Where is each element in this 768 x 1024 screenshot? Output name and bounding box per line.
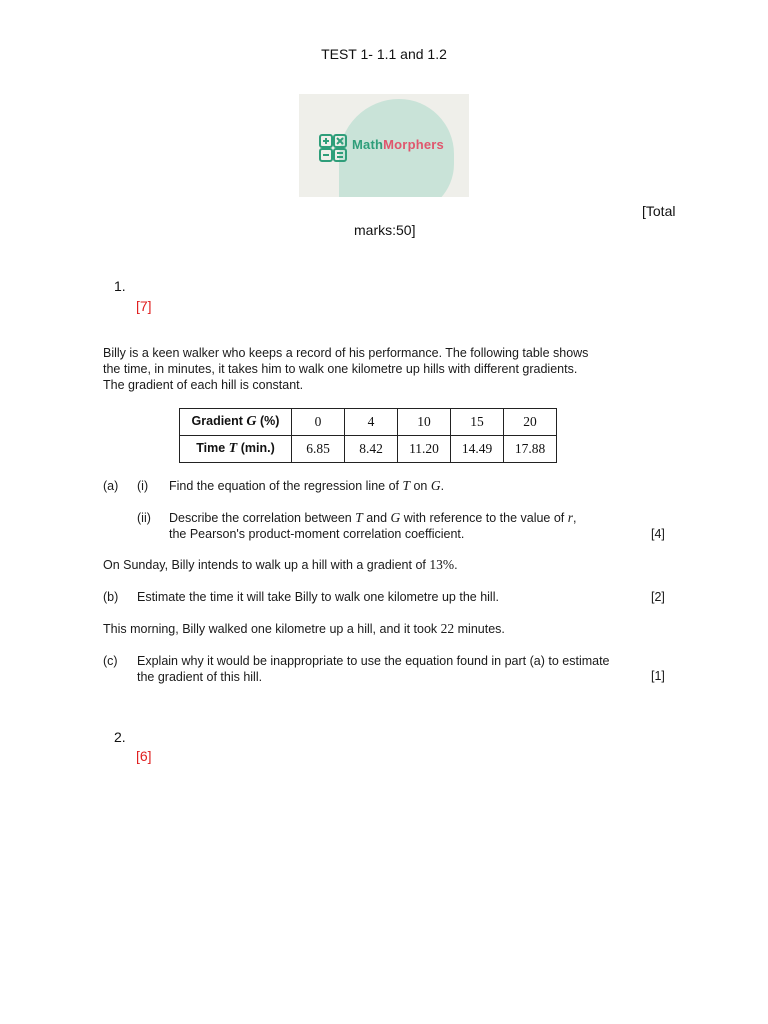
question-2-number: 2. bbox=[114, 729, 126, 745]
page-title: TEST 1- 1.1 and 1.2 bbox=[321, 46, 447, 62]
part-c-marks: [1] bbox=[651, 669, 665, 683]
question-1-intro bbox=[103, 345, 663, 393]
table-cell: 17.88 bbox=[504, 436, 557, 463]
table-cell: 0 bbox=[292, 409, 345, 436]
part-a-ii-text: Describe the correlation between T and G with reference to the value of r, bbox=[169, 510, 577, 525]
part-b-text: Estimate the time it will take Billy to walk one kilometre up the hill. bbox=[137, 590, 499, 604]
part-a-label: (a) bbox=[103, 479, 119, 493]
part-a-i-text: Find the equation of the regression line of T on G. bbox=[169, 478, 445, 493]
table-cell: 4 bbox=[345, 409, 398, 436]
table-cell: 8.42 bbox=[345, 436, 398, 463]
intro-line-3: The gradient of each hill is constant. bbox=[103, 378, 304, 392]
sunday-statement: On Sunday, Billy intends to walk up a hill with a gradient of 13%. bbox=[103, 557, 458, 572]
question-2-marks: [6] bbox=[136, 748, 152, 764]
part-c-text-line2: the gradient of this hill. bbox=[137, 670, 263, 684]
table-cell: 20 bbox=[504, 409, 557, 436]
part-b-label: (b) bbox=[103, 590, 119, 604]
total-marks-line2: marks:50] bbox=[354, 222, 416, 238]
table-header-time: Time T (min.) bbox=[180, 436, 292, 463]
table-header-gradient: Gradient G (%) bbox=[180, 409, 292, 436]
intro-line-1: Billy is a keen walker who keeps a record of his performance. The following table shows bbox=[103, 346, 589, 360]
logo-wordmark: MathMorphers bbox=[352, 137, 444, 152]
total-marks-line1: [Total bbox=[642, 203, 676, 219]
morning-statement: This morning, Billy walked one kilometre up a hill, and it took 22 minutes. bbox=[103, 621, 505, 636]
intro-line-2: the time, in minutes, it takes him to walk one kilometre up hills with different gradients. bbox=[103, 362, 578, 376]
part-a-ii-text-line2: the Pearson's product-moment correlation coefficient. bbox=[169, 527, 465, 541]
table-row-time bbox=[180, 436, 557, 463]
table-cell: 14.49 bbox=[451, 436, 504, 463]
table-cell: 15 bbox=[451, 409, 504, 436]
table-cell: 11.20 bbox=[398, 436, 451, 463]
table-row-gradient bbox=[180, 409, 557, 436]
part-b-marks: [2] bbox=[651, 590, 665, 604]
part-a-i-label: (i) bbox=[137, 479, 149, 493]
calculator-icon bbox=[319, 134, 347, 162]
part-c-text-line1: Explain why it would be inappropriate to use the equation found in part (a) to estimate bbox=[137, 654, 610, 668]
question-1-marks: [7] bbox=[136, 298, 152, 314]
mathmorphers-logo bbox=[299, 94, 469, 197]
part-a-marks: [4] bbox=[651, 527, 665, 541]
gradient-time-table bbox=[179, 408, 557, 463]
question-1-number: 1. bbox=[114, 278, 126, 294]
part-a-ii-label: (ii) bbox=[137, 511, 151, 525]
table-cell: 10 bbox=[398, 409, 451, 436]
part-c-label: (c) bbox=[103, 654, 118, 668]
table-cell: 6.85 bbox=[292, 436, 345, 463]
